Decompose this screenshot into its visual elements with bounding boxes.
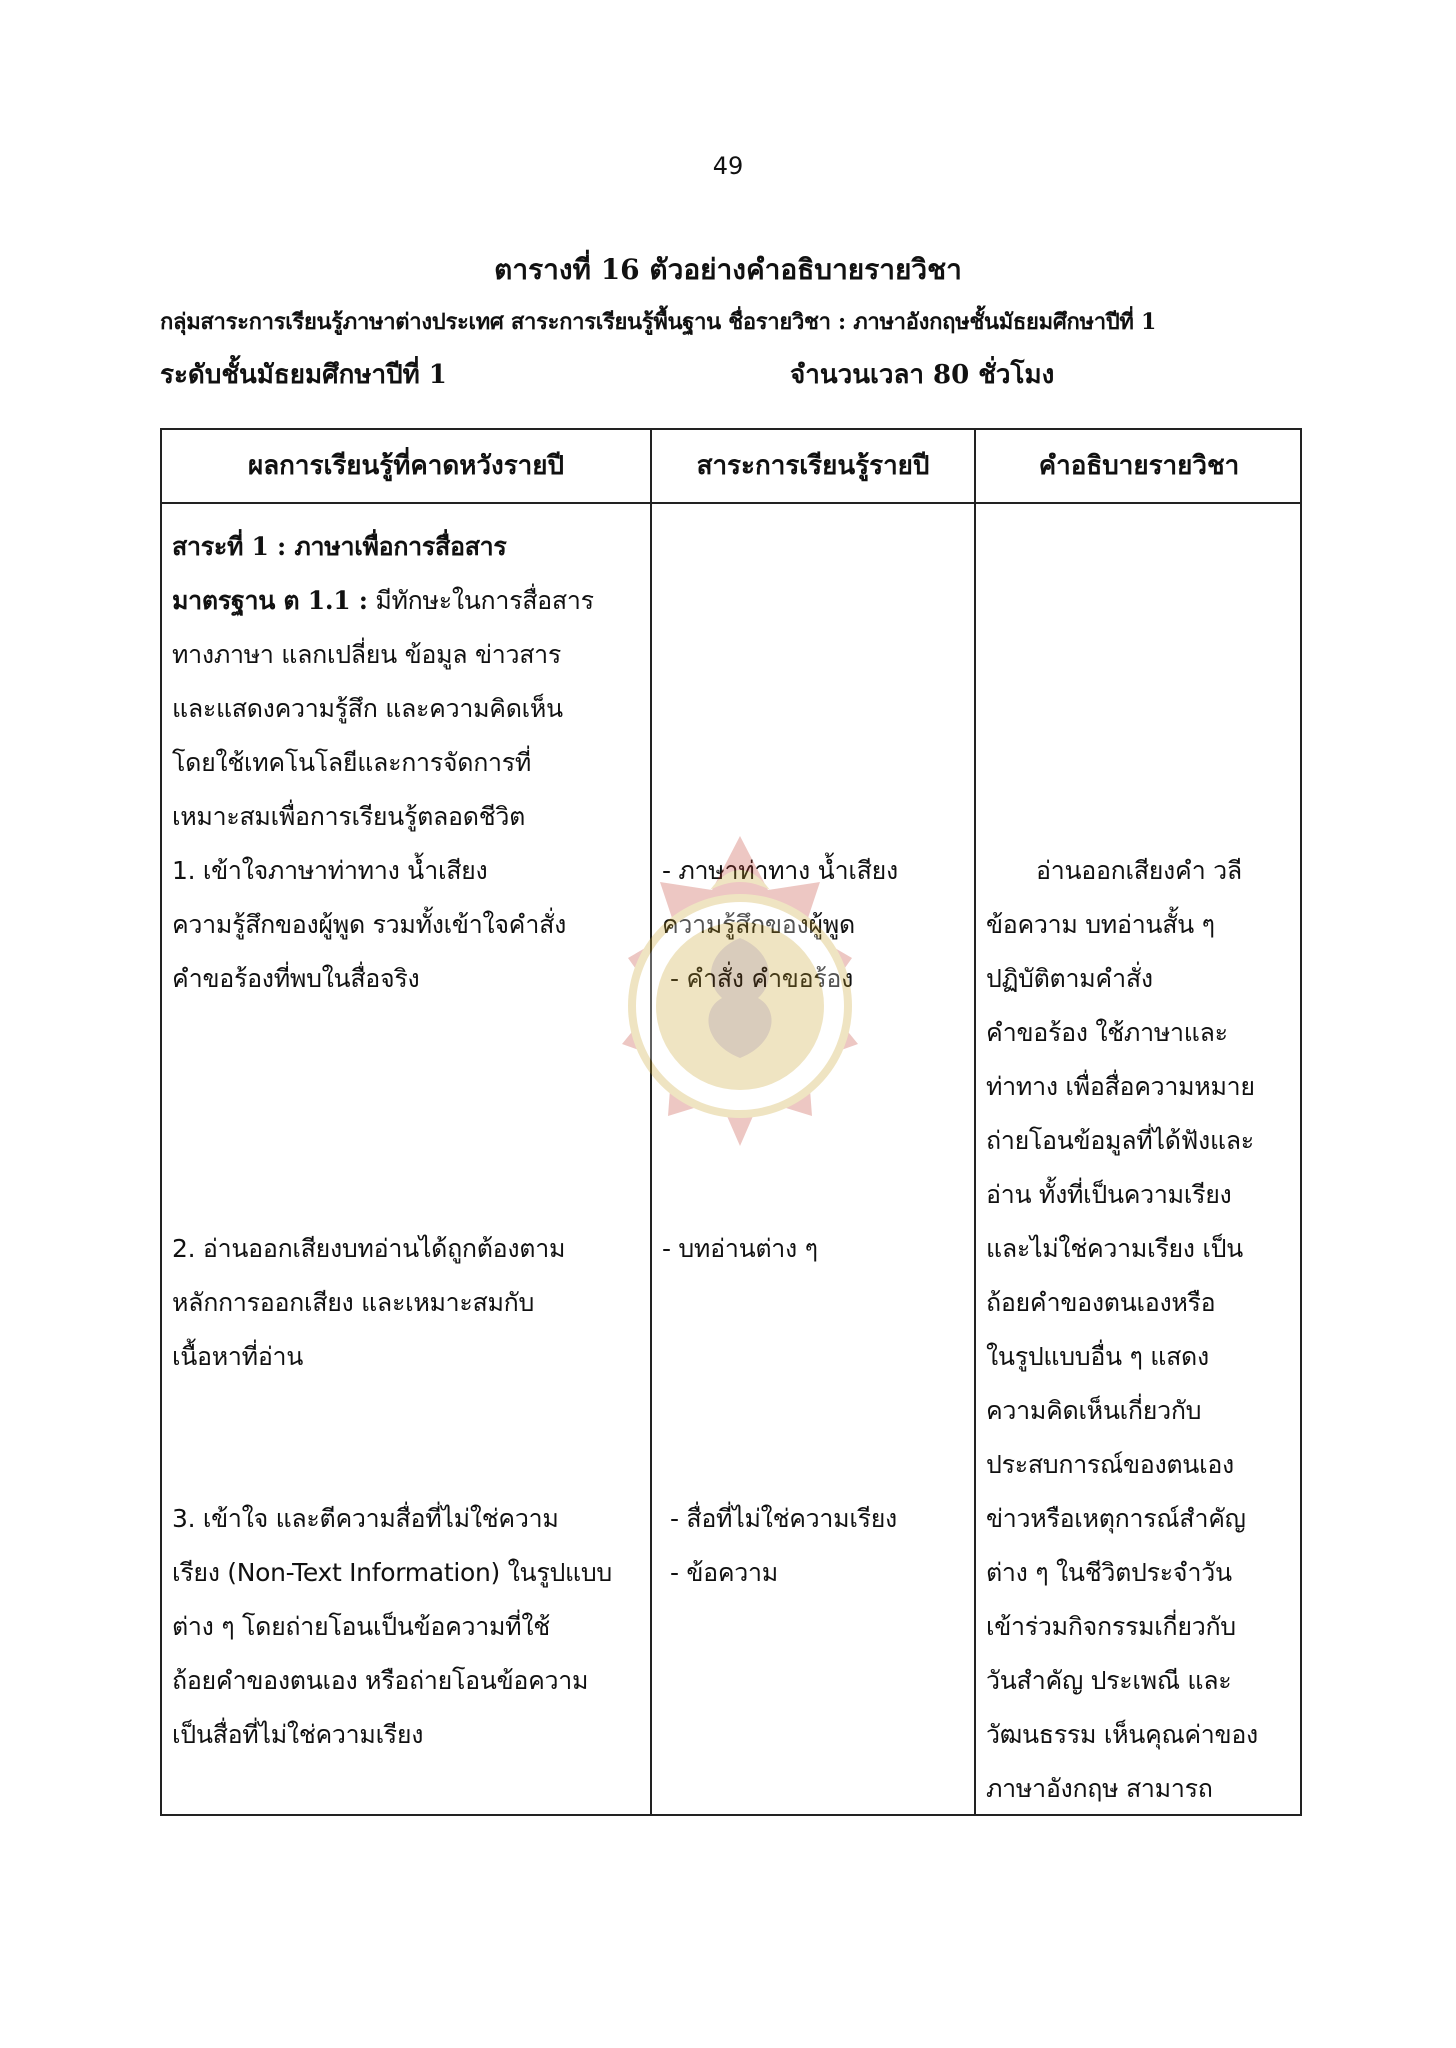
description-line: อ่าน ทั้งที่เป็นความเรียง	[986, 1180, 1232, 1209]
outcome-3-block	[172, 1492, 642, 1762]
outcome-2: หลักการออกเสียง และเหมาะสมกับ	[172, 1288, 535, 1317]
page-title: ตารางที่ 16 ตัวอย่างคำอธิบายรายวิชา	[494, 253, 962, 286]
description-line: อ่านออกเสียงคำ วลี	[1036, 856, 1242, 885]
standard-line	[172, 574, 642, 628]
description-line: ประสบการณ์ของตนเอง	[986, 1450, 1234, 1479]
description-line: เข้าร่วมกิจกรรมเกี่ยวกับ	[986, 1612, 1236, 1641]
standard-text: โดยใช้เทคโนโลยีและการจัดการที่	[172, 748, 532, 777]
description-line: วัฒนธรรม เห็นคุณค่าของ	[986, 1720, 1258, 1749]
description-line: ข่าวหรือเหตุการณ์สำคัญ	[986, 1504, 1246, 1533]
outcome-1: คำขอร้องที่พบในสื่อจริง	[172, 964, 420, 993]
standard-text: ทางภาษา แลกเปลี่ยน ข้อมูล ข่าวสาร	[172, 640, 562, 669]
description-line: ถ่ายโอนข้อมูลที่ได้ฟังและ	[986, 1126, 1254, 1155]
description-line: ปฏิบัติตามคำสั่ง	[986, 964, 1153, 993]
description-line: และไม่ใช่ความเรียง เป็น	[986, 1234, 1243, 1263]
content-item: - บทอ่านต่าง ๆ	[662, 1234, 818, 1263]
expected-outcomes-cell	[172, 520, 642, 1006]
column-divider	[974, 430, 976, 1814]
course-description-table	[160, 428, 1302, 1816]
description-line: ภาษาอังกฤษ สามารถ	[986, 1774, 1213, 1803]
learning-content-2	[662, 1222, 968, 1276]
outcome-3: 3. เข้าใจ และตีความสื่อที่ไม่ใช่ความ	[172, 1504, 559, 1533]
content-item: - ภาษาท่าทาง น้ำเสียง	[662, 856, 898, 885]
learning-content-1	[662, 844, 968, 1006]
header-expected-outcomes: ผลการเรียนรู้ที่คาดหวังรายปี	[247, 451, 565, 481]
standard-text: และแสดงความรู้สึก และความคิดเห็น	[172, 694, 563, 723]
description-line: คำขอร้อง ใช้ภาษาและ	[986, 1018, 1228, 1047]
description-line: ในรูปแบบอื่น ๆ แสดง	[986, 1342, 1209, 1371]
course-description-text	[986, 844, 1296, 1816]
outcome-3: ต่าง ๆ โดยถ่ายโอนเป็นข้อความที่ใช้	[172, 1612, 550, 1641]
strand-heading: สาระที่ 1 : ภาษาเพื่อการสื่อสาร	[172, 532, 507, 561]
outcome-1: 1. เข้าใจภาษาท่าทาง น้ำเสียง	[172, 856, 488, 885]
outcome-3: เป็นสื่อที่ไม่ใช่ความเรียง	[172, 1720, 424, 1749]
column-divider	[650, 430, 652, 1814]
description-line: ความคิดเห็นเกี่ยวกับ	[986, 1396, 1202, 1425]
standard-text: เหมาะสมเพื่อการเรียนรู้ตลอดชีวิต	[172, 802, 526, 831]
description-line: ข้อความ บทอ่านสั้น ๆ	[986, 910, 1215, 939]
standard-text: มีทักษะในการสื่อสาร	[367, 586, 594, 615]
header-course-description: คำอธิบายรายวิชา	[1038, 451, 1240, 481]
course-level: ระดับชั้นมัธยมศึกษาปีที่ 1	[160, 360, 447, 390]
header-divider	[162, 502, 1300, 504]
learning-content-3	[662, 1492, 968, 1600]
standard-label: มาตรฐาน ต 1.1 :	[172, 586, 368, 615]
header-learning-content: สาระการเรียนรู้รายปี	[696, 451, 930, 481]
outcome-2: เนื้อหาที่อ่าน	[172, 1342, 304, 1371]
outcome-2: 2. อ่านออกเสียงบทอ่านได้ถูกต้องตาม	[172, 1234, 566, 1263]
content-item: - ข้อความ	[670, 1558, 778, 1587]
outcome-1: ความรู้สึกของผู้พูด รวมทั้งเข้าใจคำสั่ง	[172, 910, 567, 939]
outcome-3: เรียง (Non-Text Information) ในรูปแบบ	[172, 1558, 612, 1587]
course-subtitle: กลุ่มสาระการเรียนรู้ภาษาต่างประเทศ สาระการเรียนรู้พื้นฐาน ชื่อรายวิชา : ภาษาอังกฤษชั้นมัธยมศึกษาปีที่ 1	[160, 309, 1157, 335]
description-line: ต่าง ๆ ในชีวิตประจำวัน	[986, 1558, 1232, 1587]
content-item: ความรู้สึกของผู้พูด	[662, 910, 855, 939]
page-number: 49	[712, 152, 744, 180]
description-line: ท่าทาง เพื่อสื่อความหมาย	[986, 1072, 1255, 1101]
content-item: - คำสั่ง คำขอร้อง	[670, 964, 854, 993]
description-line: วันสำคัญ ประเพณี และ	[986, 1666, 1232, 1695]
description-line: ถ้อยคำของตนเองหรือ	[986, 1288, 1216, 1317]
content-item: - สื่อที่ไม่ใช่ความเรียง	[670, 1504, 897, 1533]
outcome-3: ถ้อยคำของตนเอง หรือถ่ายโอนข้อความ	[172, 1666, 589, 1695]
course-hours: จำนวนเวลา 80 ชั่วโมง	[790, 360, 1055, 390]
outcome-2-block	[172, 1222, 642, 1384]
